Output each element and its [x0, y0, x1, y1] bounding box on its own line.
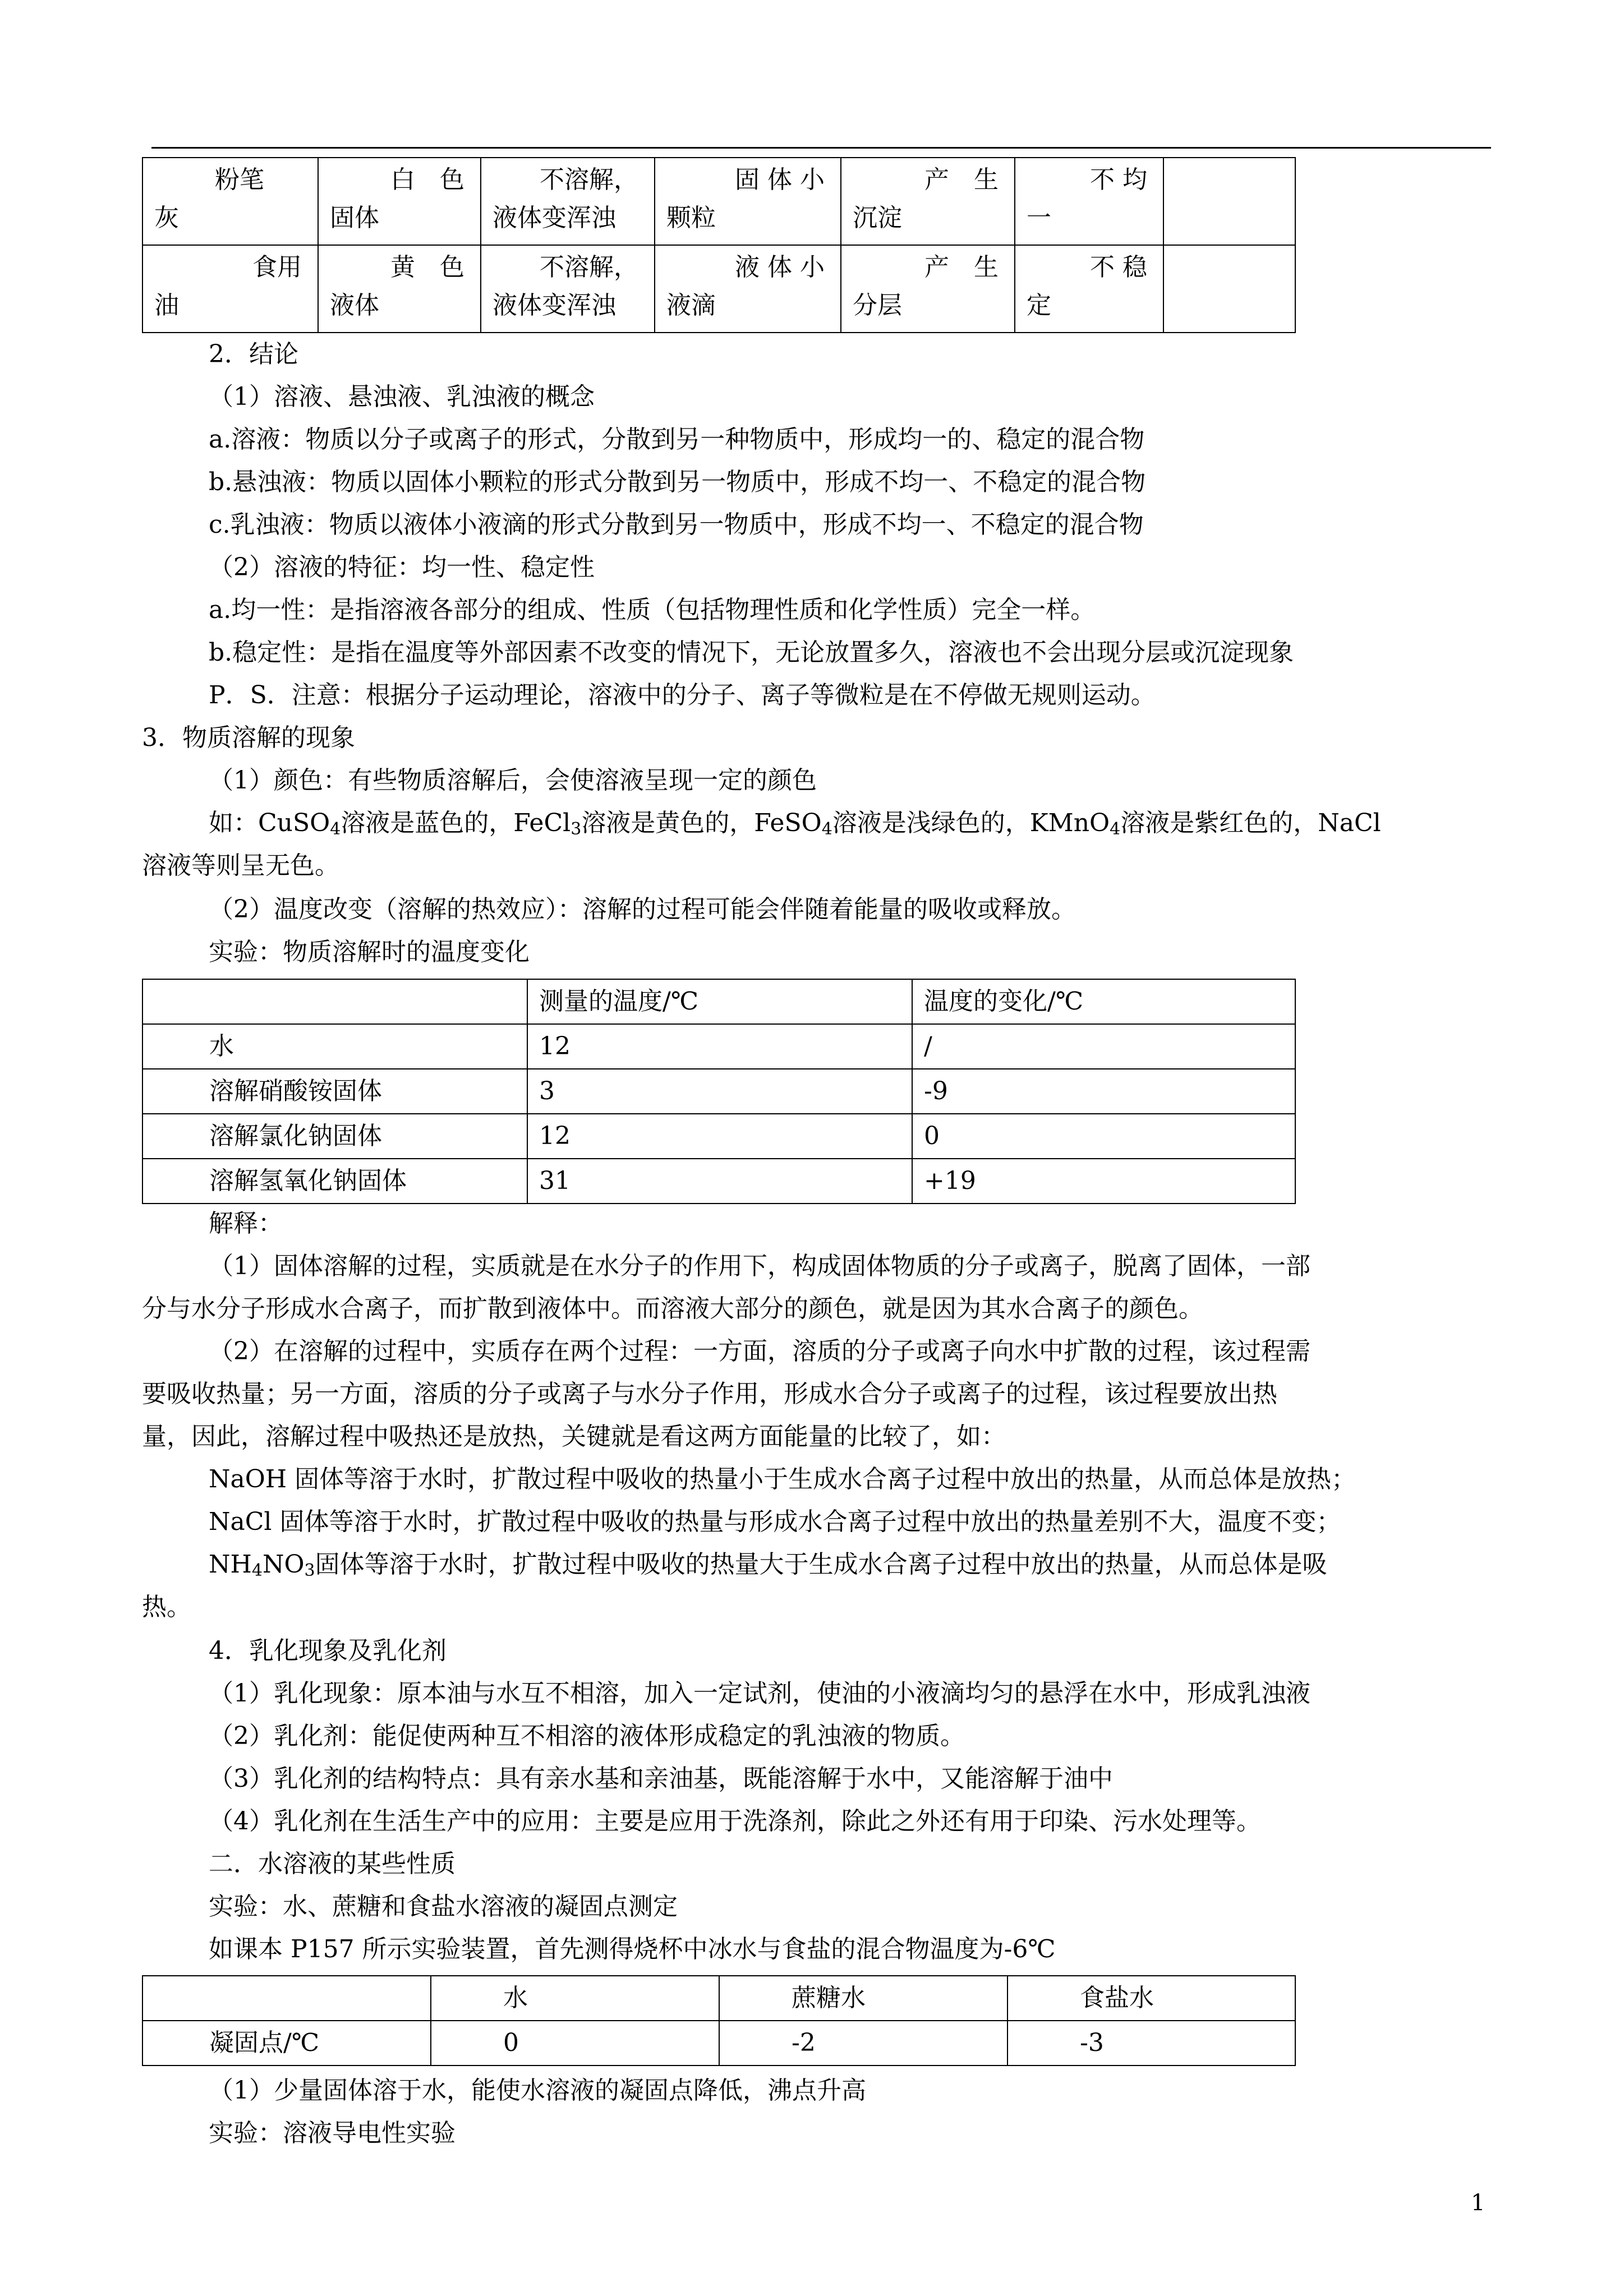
- table-row: [142, 245, 1295, 333]
- text-line: a.溶液：物质以分子或离子的形式，分散到另一种物质中，形成均一的、稳定的混合物: [209, 425, 1145, 454]
- text-line: 要吸收热量；另一方面，溶质的分子或离子与水分子作用，形成水合分子或离子的过程，该过程要放出热: [142, 1380, 1277, 1408]
- text-line: （1）少量固体溶于水，能使水溶液的凝固点降低，沸点升高: [209, 2076, 866, 2105]
- table-cell: /: [912, 1024, 1295, 1069]
- text-line: P．S．注意：根据分子运动理论，溶液中的分子、离子等微粒是在不停做无规则运动。: [209, 681, 1156, 709]
- text-line: $NH_4NO_3$固体等溶于水时，扩散过程中吸收的热量大于生成水合离子过程中放出的热量，从而总体是吸: [209, 1550, 1327, 1580]
- text-line: （1）颜色：有些物质溶解后，会使溶液呈现一定的颜色: [209, 766, 817, 795]
- table-cell: 粉笔 灰: [142, 158, 318, 245]
- heading-emulsification: 4．乳化现象及乳化剂: [209, 1636, 447, 1665]
- text-line: （1）固体溶解的过程，实质就是在水分子的作用下，构成固体物质的分子或离子，脱离了固体，一部: [209, 1252, 1310, 1280]
- text-line: （3）乳化剂的结构特点：具有亲水基和亲油基，既能溶解于水中，又能溶解于油中: [209, 1764, 1113, 1793]
- table-row: [142, 1024, 1295, 1069]
- table-cell: 白 色 固体: [318, 158, 481, 245]
- table-header-cell: 蔗糖水: [719, 1976, 1007, 2021]
- text-line: 实验：溶液导电性实验: [209, 2119, 456, 2147]
- table-cell: 不溶解， 液体变浑浊: [481, 245, 655, 333]
- text-line: （1）溶液、悬浊液、乳浊液的概念: [209, 382, 595, 411]
- table-cell: 不 均 一: [1015, 158, 1163, 245]
- text-line: 实验：物质溶解时的温度变化: [209, 938, 530, 966]
- table-row: [142, 1159, 1295, 1204]
- temperature-table: [142, 979, 1296, 1204]
- table-cell: 0: [431, 2021, 719, 2066]
- table-cell: 不 稳 定: [1015, 245, 1163, 333]
- text-line: 如：CuSO$_4$溶液是蓝色的，FeCl$_3$溶液是黄色的，FeSO$_4$溶液是浅绿色的，KMnO$_4$溶液是紫红色的，NaCl: [209, 809, 1381, 839]
- heading-aqueous-properties: 二．水溶液的某些性质: [209, 1850, 456, 1878]
- table-cell: -2: [719, 2021, 1007, 2066]
- table-header-cell: [142, 1976, 431, 2021]
- observation-table: [142, 157, 1296, 333]
- table-cell: 产 生 分层: [841, 245, 1015, 333]
- table-cell: -9: [912, 1069, 1295, 1114]
- text-line: b.稳定性：是指在温度等外部因素不改变的情况下，无论放置多久，溶液也不会出现分层或沉淀现象: [209, 638, 1294, 667]
- heading-conclusion: 2．结论: [209, 340, 298, 368]
- table-cell: 12: [527, 1114, 912, 1159]
- text-line: 实验：水、蔗糖和食盐水溶液的凝固点测定: [209, 1892, 678, 1921]
- text-line: （2）在溶解的过程中，实质存在两个过程：一方面，溶质的分子或离子向水中扩散的过程，该过程需: [209, 1337, 1310, 1366]
- table-cell: 食用 油: [142, 245, 318, 333]
- table-cell: 溶解氯化钠固体: [142, 1114, 527, 1159]
- text-line: a.均一性：是指溶液各部分的组成、性质（包括物理性质和化学性质）完全一样。: [209, 596, 1096, 624]
- table-cell: 凝固点/℃: [142, 2021, 431, 2066]
- text-line: 如课本 P157 所示实验装置，首先测得烧杯中冰水与食盐的混合物温度为-6℃: [209, 1935, 1056, 1963]
- text-line: （2）溶液的特征：均一性、稳定性: [209, 553, 595, 582]
- text-line: c.乳浊液：物质以液体小液滴的形式分散到另一物质中，形成不均一、不稳定的混合物: [209, 510, 1144, 539]
- table-header-cell: 水: [431, 1976, 719, 2021]
- page-number: 1: [1471, 2190, 1485, 2216]
- freezing-point-table: [142, 1975, 1296, 2066]
- table-row: [142, 1114, 1295, 1159]
- table-cell: [1163, 158, 1295, 245]
- table-header-cell: 测量的温度/℃: [527, 979, 912, 1024]
- table-row: [142, 2021, 1295, 2066]
- text-line: b.悬浊液：物质以固体小颗粒的形式分散到另一物质中，形成不均一、不稳定的混合物: [209, 468, 1146, 496]
- heading-dissolution: 3．物质溶解的现象: [142, 723, 355, 752]
- text-line: 分与水分子形成水合离子，而扩散到液体中。而溶液大部分的颜色，就是因为其水合离子的颜色。: [142, 1294, 1203, 1323]
- table-cell: 溶解氢氧化钠固体: [142, 1159, 527, 1204]
- table-cell: 黄 色 液体: [318, 245, 481, 333]
- table-cell: 固 体 小 颗粒: [655, 158, 841, 245]
- table-cell: +19: [912, 1159, 1295, 1204]
- table-header-cell: 温度的变化/℃: [912, 979, 1295, 1024]
- table-cell: -3: [1007, 2021, 1295, 2066]
- table-header-cell: [142, 979, 527, 1024]
- table-row: [142, 158, 1295, 245]
- table-cell: 溶解硝酸铵固体: [142, 1069, 527, 1114]
- table-cell: 产 生 沉淀: [841, 158, 1015, 245]
- table-cell: 水: [142, 1024, 527, 1069]
- table-cell: 不溶解， 液体变浑浊: [481, 158, 655, 245]
- text-line: 解释：: [209, 1209, 283, 1238]
- text-line: （2）乳化剂：能促使两种互不相溶的液体形成稳定的乳浊液的物质。: [209, 1722, 965, 1750]
- table-row: [142, 1069, 1295, 1114]
- text-line: （2）温度改变（溶解的热效应）：溶解的过程可能会伴随着能量的吸收或释放。: [209, 895, 1076, 924]
- table-cell: [1163, 245, 1295, 333]
- table-cell: 液 体 小 液滴: [655, 245, 841, 333]
- table-cell: 0: [912, 1114, 1295, 1159]
- table-cell: 12: [527, 1024, 912, 1069]
- text-line: 热。: [142, 1593, 191, 1621]
- table-row: [142, 979, 1295, 1024]
- header-rule: [151, 147, 1491, 149]
- text-line: （1）乳化现象：原本油与水互不相溶，加入一定试剂，使油的小液滴均匀的悬浮在水中，形成乳浊液: [209, 1679, 1310, 1708]
- table-row: [142, 1976, 1295, 2021]
- table-cell: 31: [527, 1159, 912, 1204]
- text-line: 溶液等则呈无色。: [142, 851, 339, 880]
- text-line: NaCl 固体等溶于水时，扩散过程中吸收的热量与形成水合离子过程中放出的热量差别不大，温度不变；: [209, 1507, 1341, 1536]
- table-cell: 3: [527, 1069, 912, 1114]
- table-header-cell: 食盐水: [1007, 1976, 1295, 2021]
- text-line: （4）乳化剂在生活生产中的应用：主要是应用于洗涤剂，除此之外还有用于印染、污水处理等。: [209, 1807, 1261, 1836]
- text-line: NaOH 固体等溶于水时，扩散过程中吸收的热量小于生成水合离子过程中放出的热量，从而总体是放热；: [209, 1465, 1356, 1493]
- text-line: 量，因此，溶解过程中吸热还是放热，关键就是看这两方面能量的比较了，如：: [142, 1422, 1006, 1451]
